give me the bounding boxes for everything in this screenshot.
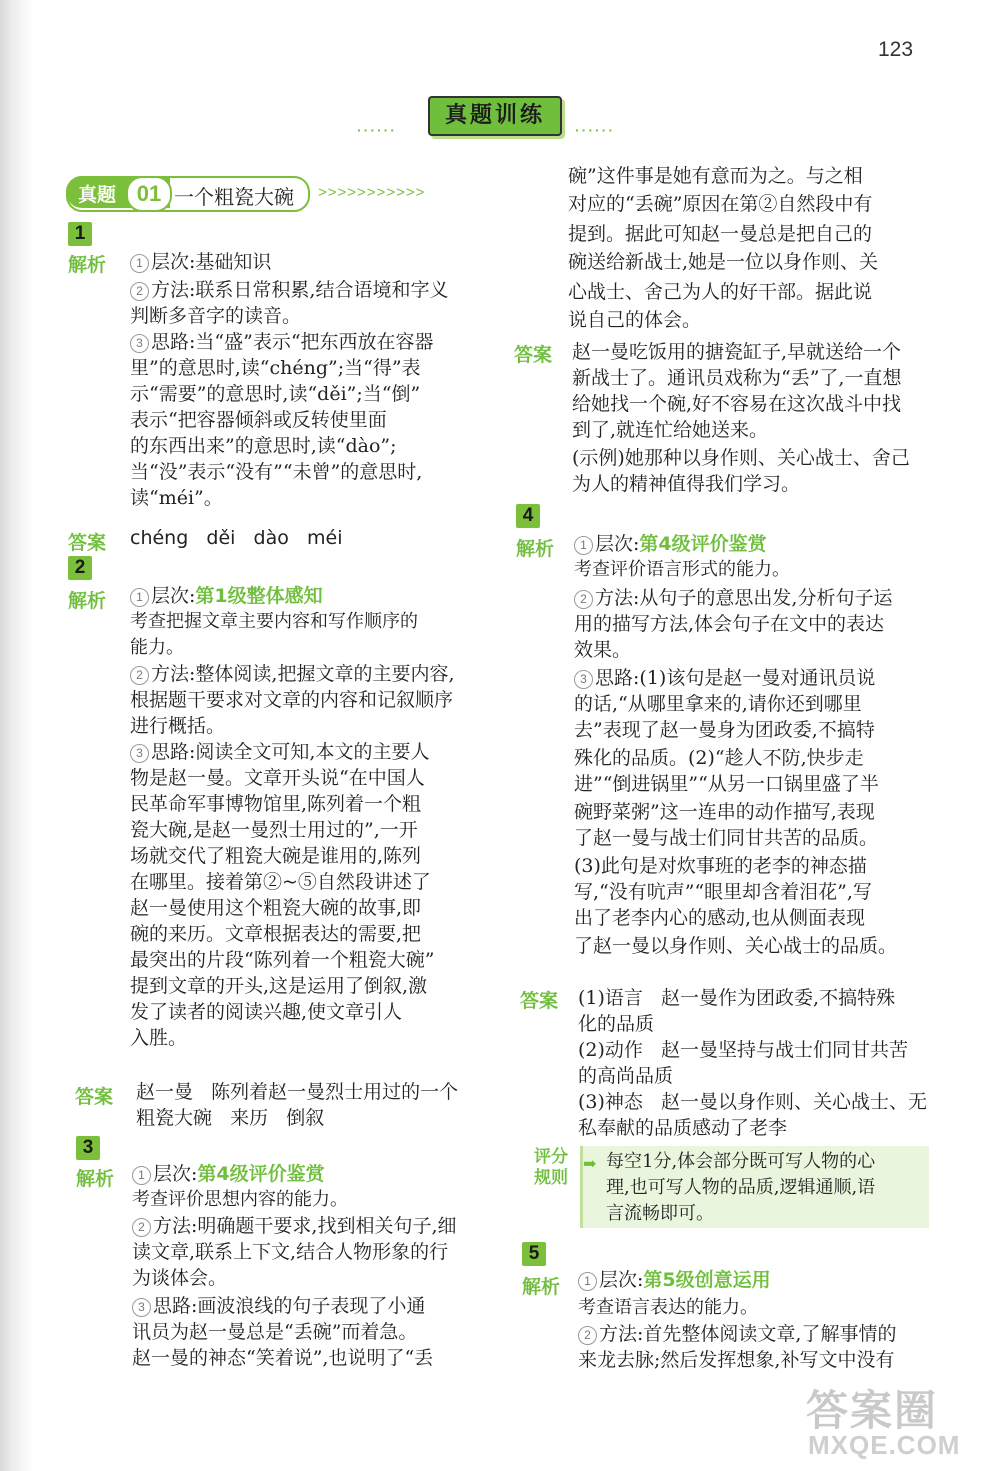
step-marker-3: 3: [132, 1298, 151, 1317]
q2-line-5: 根据题干要求对文章的内容和记叙顺序: [130, 689, 454, 711]
q4-line-15: 出了老李内心的感动,也从侧面表现: [574, 907, 866, 929]
q3-line-1: 1 层次:第4级评价鉴赏: [132, 1162, 325, 1186]
question-number-4: 4: [516, 504, 540, 528]
analysis-label: 解析: [516, 538, 555, 560]
q4-line-4: 用的描写方法,体会句子在文中的表达: [574, 613, 885, 635]
q2-line-15: 最突出的片段“陈列着一个粗瓷大碗”: [130, 949, 435, 971]
q5-line-3: 2 方法:首先整体阅读文章,了解事情的: [578, 1322, 896, 1346]
q3-line-3: 2 方法:明确题干要求,找到相关句子,细: [132, 1214, 456, 1238]
q4-line-5: 效果。: [574, 639, 632, 661]
step-marker-3: 3: [130, 334, 149, 353]
topic-chevrons: >>>>>>>>>>>: [318, 184, 426, 201]
q2-line-7: 3 思路:阅读全文可知,本文的主要人: [130, 740, 429, 764]
scoring-rule-label: 评分规则: [534, 1147, 568, 1188]
q5-line-4: 来龙去脉;然后发挥想象,补写文中没有: [578, 1349, 895, 1371]
step-marker-1: 1: [130, 254, 149, 273]
q4-line-12: 了赵一曼与战士们同甘共苦的品质。: [574, 827, 879, 849]
q3-answer-5: (示例)她那种以身作则、关心战士、舍己: [572, 447, 910, 469]
step-marker-1: 1: [130, 588, 149, 607]
question-number-5: 5: [522, 1242, 546, 1266]
topic-header: [66, 176, 310, 212]
step-marker-2: 2: [130, 282, 149, 301]
q4-line-7: 的话,“从哪里拿来的,请你还到哪里: [574, 693, 862, 715]
question-number-2: 2: [68, 556, 92, 580]
analysis-label: 解析: [522, 1276, 561, 1298]
q4-line-13: (3)此句是对炊事班的老李的神态描: [574, 855, 867, 877]
q2-answer-2: 粗瓷大碗 来历 倒叙: [136, 1107, 325, 1129]
q2-line-1: 1 层次:第1级整体感知: [130, 584, 323, 608]
q4-line-2: 考查评价语言形式的能力。: [574, 559, 790, 580]
rule-line-2: 理,也可写人物的品质,逻辑通顺,语: [606, 1177, 876, 1198]
q3-cont-line-2: 对应的“丢碗”原因在第②自然段中有: [568, 193, 873, 215]
analysis-label: 解析: [76, 1168, 115, 1190]
answer-label: 答案: [520, 990, 559, 1012]
rule-line-3: 言流畅即可。: [606, 1203, 714, 1224]
banner-dots-left: ······: [357, 122, 397, 138]
page-gutter: [0, 0, 34, 1471]
question-number-3: 3: [76, 1136, 100, 1160]
q1-line-7: 表示“把容器倾斜或反转使里面: [130, 409, 387, 431]
q2-line-3: 能力。: [130, 637, 184, 658]
q3-line-8: 赵一曼的神态“笑着说”,也说明了“丢: [132, 1347, 434, 1369]
q4-answer-2: 化的品质: [578, 1013, 655, 1035]
q2-line-8: 物是赵一曼。文章开头说“在中国人: [130, 767, 425, 789]
answer-label: 答案: [68, 532, 107, 554]
step-marker-1: 1: [132, 1166, 151, 1185]
step-marker-3: 3: [130, 744, 149, 763]
analysis-label: 解析: [68, 254, 107, 276]
q1-answer: chéng děi dào méi: [130, 527, 343, 549]
rule-line-1: 每空1分,体会部分既可写人物的心: [606, 1151, 876, 1172]
q2-line-16: 提到文章的开头,这是运用了倒叙,激: [130, 975, 428, 997]
q2-line-10: 瓷大碗,是赵一曼烈士用过的”,一开: [130, 819, 418, 841]
q3-answer-2: 新战士了。通讯员戏称为“丢”了,一直想: [572, 367, 902, 389]
question-number-1: 1: [68, 222, 92, 246]
q2-answer-1: 赵一曼 陈列着赵一曼烈士用过的一个: [136, 1081, 459, 1103]
watermark-url: MXQE.COM: [808, 1430, 961, 1460]
q3-line-4: 读文章,联系上下文,结合人物形象的行: [132, 1241, 449, 1263]
step-marker-2: 2: [578, 1326, 597, 1345]
q1-line-2: 2 方法:联系日常积累,结合语境和字义: [130, 278, 448, 302]
q3-cont-line-1: 碗”这件事是她有意而为之。与之相: [568, 165, 863, 187]
step-marker-2: 2: [574, 590, 593, 609]
q4-line-8: 去”表现了赵一曼身为团政委,不搞特: [574, 719, 875, 741]
q3-line-2: 考查评价思想内容的能力。: [132, 1189, 348, 1210]
q5-line-1: 1 层次:第5级创意运用: [578, 1268, 771, 1292]
q1-line-3: 判断多音字的读音。: [130, 305, 302, 327]
q4-line-11: 碗野菜粥”这一连串的动作描写,表现: [574, 801, 875, 823]
q4-answer-4: 的高尚品质: [578, 1065, 674, 1087]
q4-line-1: 1 层次:第4级评价鉴赏: [574, 532, 767, 556]
q2-line-2: 考查把握文章主要内容和写作顺序的: [130, 611, 418, 632]
q3-cont-line-3: 提到。据此可知赵一曼总是把自己的: [568, 223, 873, 245]
q5-line-2: 考查语言表达的能力。: [578, 1297, 758, 1318]
q2-line-9: 民革命军事博物馆里,陈列着一个粗: [130, 793, 422, 815]
topic-title: 一个粗瓷大碗: [174, 185, 294, 209]
q1-line-9: 当“没”表示“没有”“未曾”的意思时,: [130, 461, 423, 483]
q2-line-13: 赵一曼使用这个粗瓷大碗的故事,即: [130, 897, 422, 919]
banner-dots-right: ······: [575, 122, 615, 138]
page-number: 123: [878, 38, 914, 61]
q2-line-11: 场就交代了粗瓷大碗是谁用的,陈列: [130, 845, 422, 867]
q4-line-16: 了赵一曼以身作则、关心战士的品质。: [574, 935, 898, 957]
q3-answer-1: 赵一曼吃饭用的搪瓷缸子,早就送给一个: [572, 341, 902, 363]
q3-line-5: 为谈体会。: [132, 1267, 228, 1289]
analysis-label: 解析: [68, 590, 107, 612]
q4-line-10: 进”“倒进锅里”“从另一口锅里盛了半: [574, 773, 879, 795]
step-marker-2: 2: [132, 1218, 151, 1237]
q2-line-6: 进行概括。: [130, 715, 226, 737]
q1-line-4: 3 思路:当“盛”表示“把东西放在容器: [130, 330, 434, 354]
q3-answer-4: 到了,就连忙给她送来。: [572, 419, 769, 441]
q4-line-9: 殊化的品质。(2)“趁人不防,快步走: [574, 747, 864, 769]
q3-answer-6: 为人的精神值得我们学习。: [572, 473, 801, 495]
topic-number: 01: [126, 176, 172, 212]
q2-line-14: 碗的来历。文章根据表达的需要,把: [130, 923, 422, 945]
step-marker-3: 3: [574, 670, 593, 689]
q3-cont-line-6: 说自己的体会。: [568, 309, 702, 331]
step-marker-1: 1: [574, 536, 593, 555]
q4-answer-6: 私奉献的品质感动了老李: [578, 1117, 788, 1139]
answer-label: 答案: [514, 344, 553, 366]
q3-cont-line-4: 碗送给新战士,她是一位以身作则、关: [568, 251, 879, 273]
q3-line-7: 讯员为赵一曼总是“丢碗”而着急。: [132, 1321, 418, 1343]
q2-line-12: 在哪里。接着第②~⑤自然段讲述了: [130, 871, 431, 893]
q2-line-18: 入胜。: [130, 1027, 188, 1049]
q1-line-1: 1 层次:基础知识: [130, 250, 271, 274]
q2-line-4: 2 方法:整体阅读,把握文章的主要内容,: [130, 662, 454, 686]
q4-answer-1: (1)语言 赵一曼作为团政委,不搞特殊: [578, 987, 896, 1009]
section-banner: [355, 96, 615, 136]
q1-line-10: 读“méi”。: [130, 487, 223, 509]
step-marker-2: 2: [130, 666, 149, 685]
q4-answer-3: (2)动作 赵一曼坚持与战士们同甘共苦: [578, 1039, 909, 1061]
q3-line-6: 3 思路:画波浪线的句子表现了小通: [132, 1294, 425, 1318]
watermark-logo: 答案圈: [806, 1386, 939, 1435]
q3-answer-3: 给她找一个碗,好不容易在这次战斗中找: [572, 393, 902, 415]
q4-line-6: 3 思路:(1)该句是赵一曼对通讯员说: [574, 666, 875, 690]
q4-answer-5: (3)神态 赵一曼以身作则、关心战士、无: [578, 1091, 928, 1113]
q1-line-5: 里”的意思时,读“chéng”;当“得”表: [130, 357, 421, 379]
q4-line-3: 2 方法:从句子的意思出发,分析句子运: [574, 586, 892, 610]
answer-label: 答案: [75, 1086, 114, 1108]
step-marker-1: 1: [578, 1272, 597, 1291]
topic-tag: 真题: [78, 184, 117, 206]
q1-line-8: 的东西出来”的意思时,读“dào”;: [130, 435, 397, 457]
q4-line-14: 写,“没有吭声”“眼里却含着泪花”,写: [574, 881, 872, 903]
q2-line-17: 发了读者的阅读兴趣,使文章引人: [130, 1001, 403, 1023]
q3-cont-line-5: 心战士、舍己为人的好干部。据此说: [568, 281, 873, 303]
banner-title: 真题训练: [428, 96, 562, 136]
q1-line-6: 示“需要”的意思时,读“děi”;当“倒”: [130, 383, 421, 405]
arrow-right-icon: ➡: [583, 1154, 597, 1173]
